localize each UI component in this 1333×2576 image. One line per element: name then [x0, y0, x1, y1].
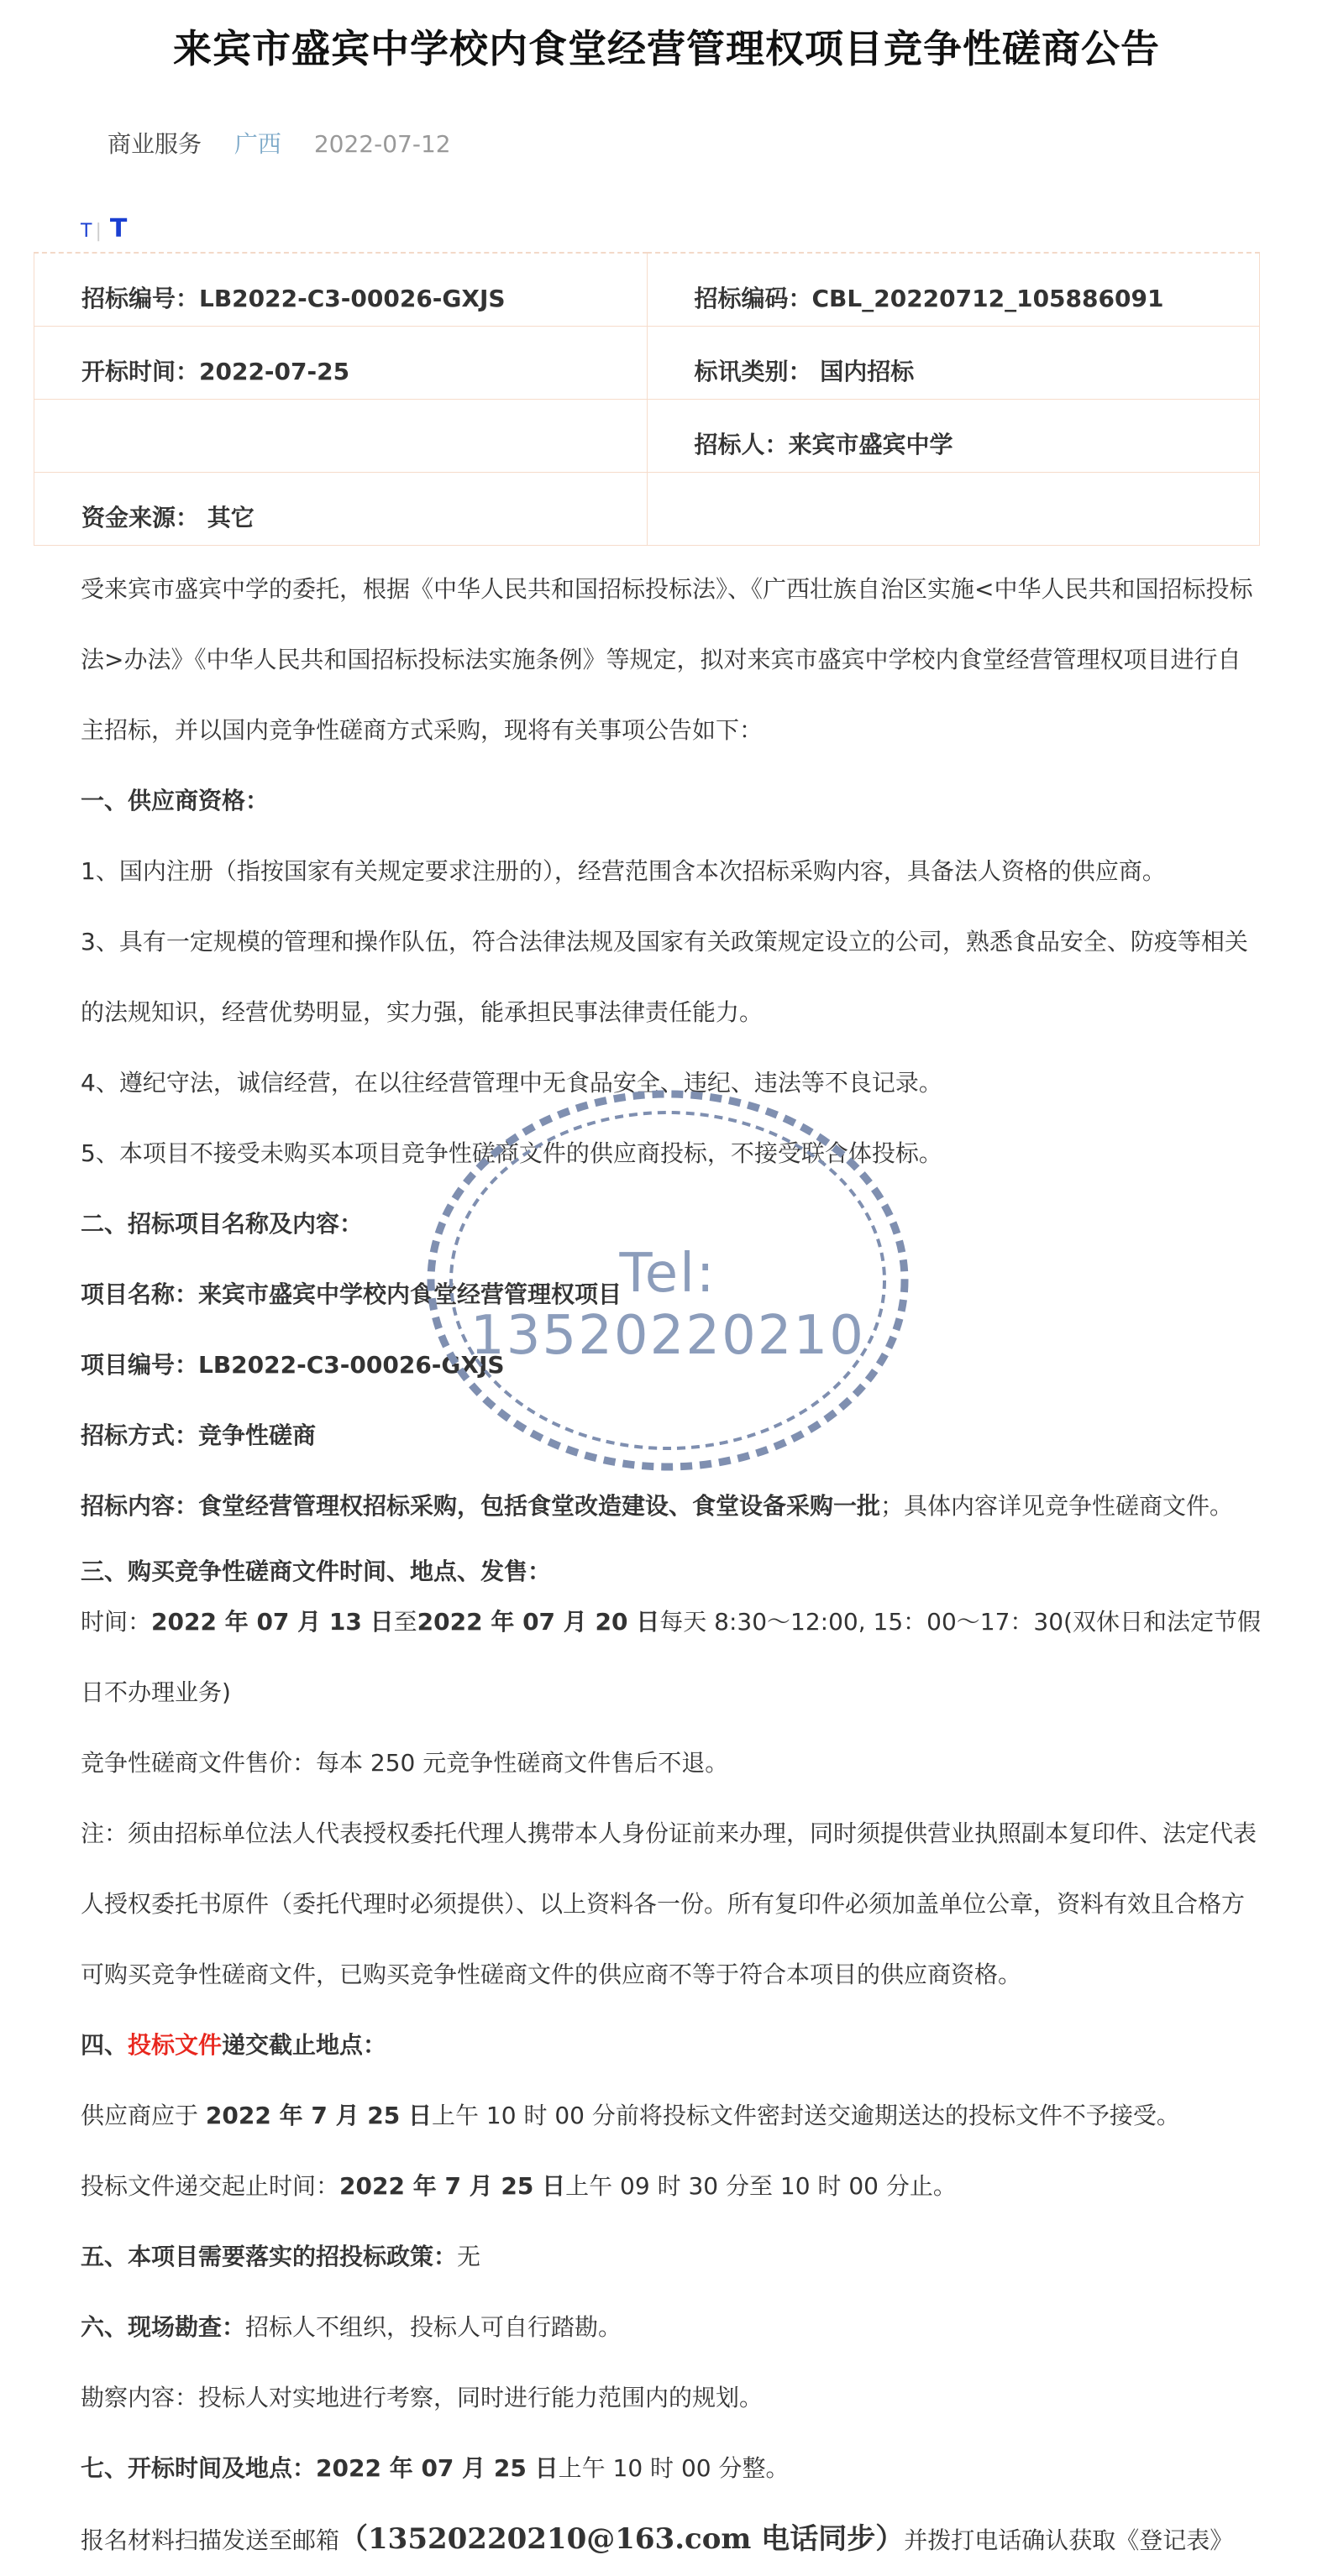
deadline-pre: 供应商应于 — [81, 2102, 206, 2129]
qualification-item: 4、遵纪守法，诚信经营，在以往经营管理中无食品安全、违纪、违法等不良记录。 — [81, 1069, 942, 1097]
section-4-highlight-link[interactable]: 投标文件 — [128, 2031, 223, 2059]
bid-content-main: 招标内容：食堂经营管理权招标采购，包括食堂改造建设、食堂设备采购一批 — [81, 1492, 881, 1520]
section-6-heading: 六、现场勘查： — [81, 2313, 246, 2341]
font-size-toggle — [81, 214, 127, 243]
sale-time-label: 时间： — [81, 1608, 152, 1636]
publish-date: 2022-07-12 — [313, 130, 451, 158]
info-table — [34, 252, 1260, 546]
contact-post: 并拨打电话确认获取《登记表》 — [904, 2526, 1234, 2554]
font-toggle-divider: | — [95, 221, 102, 242]
window-post: 上午 09 时 30 分至 10 时 00 分止。 — [565, 2172, 957, 2200]
section-5 — [81, 2222, 1261, 2292]
font-large-button[interactable]: T — [109, 214, 128, 243]
survey-detail: 勘察内容：投标人对实地进行考察，同时进行能力范围内的规划。 — [81, 2384, 764, 2411]
section-6 — [81, 2292, 1261, 2363]
sale-time — [81, 1587, 1261, 1728]
purchase-note: 注：须由招标单位法人代表授权委托代理人携带本人身份证前来办理，同时须提供营业执照副本复印件、法定代表人授权委托书原件（委托代理时必须提供）、以上资料各一份。所有复印件必须加盖单位公章，资料有效且合格方可购买竞争性磋商文件，已购买竞争性磋商文件的供应商不等于符合本项目的供应商资格。 — [81, 1819, 1257, 1988]
section-4-suffix: 递交截止地点： — [222, 2031, 387, 2059]
empty-cell — [647, 472, 1260, 545]
region-label[interactable]: 广西 — [234, 130, 281, 158]
deadline-post: 上午 10 时 00 分前将投标文件密封送交逾期送达的投标文件不予接受。 — [432, 2102, 1180, 2129]
stamp-phone-text: Tel: 13520220210 — [470, 1243, 865, 1367]
section-6-value: 招标人不组织，投标人可自行踏勘。 — [245, 2313, 622, 2341]
bid-content — [81, 1471, 1261, 1542]
fund-source: 资金来源： 其它 — [34, 472, 648, 545]
bid-method-label: 招标方式： — [81, 1422, 199, 1449]
category-label[interactable]: 商业服务 — [108, 130, 202, 158]
section-7 — [81, 2433, 1261, 2504]
section-5-heading: 五、本项目需要落实的招投标政策： — [81, 2243, 458, 2270]
bid-method-value: 竞争性磋商 — [198, 1422, 317, 1449]
bid-content-rest: ；具体内容详见竞争性磋商文件。 — [880, 1492, 1234, 1520]
contact-email-phone: （13520220210@163.com 电话同步） — [339, 2522, 905, 2556]
section-7-heading: 七、开标时间及地点： — [81, 2454, 317, 2482]
section-1-heading: 一、供应商资格： — [81, 787, 270, 814]
bid-type: 标讯类别： 国内招标 — [647, 326, 1260, 399]
announcement-body — [81, 554, 1261, 2576]
bid-number: 招标编号：LB2022-C3-00026-GXJS — [34, 253, 648, 326]
project-number: 项目编号：LB2022-C3-00026-GXJS — [81, 1351, 505, 1379]
sale-time-to: 至 — [393, 1608, 417, 1636]
section-2-heading: 二、招标项目名称及内容： — [81, 1210, 364, 1238]
sale-start-date: 2022 年 07 月 13 日 — [151, 1608, 394, 1636]
section-4-prefix: 四、 — [81, 2031, 129, 2059]
submission-deadline — [81, 2081, 1261, 2151]
page-title: 来宾市盛宾中学校内食堂经营管理权项目竞争性磋商公告 — [173, 26, 1160, 71]
tenderer: 招标人：来宾市盛宾中学 — [647, 399, 1260, 472]
meta-bar — [108, 126, 476, 160]
project-name: 项目名称：来宾市盛宾中学校内食堂经营管理权项目 — [81, 1280, 622, 1308]
section-3-heading: 三、购买竞争性磋商文件时间、地点、发售： — [81, 1558, 552, 1585]
section-7-rest: 上午 10 时 00 分整。 — [558, 2454, 790, 2482]
deadline-date: 2022 年 7 月 25 日 — [205, 2102, 433, 2129]
section-5-value: 无 — [457, 2243, 481, 2270]
intro-paragraph: 受来宾市盛宾中学的委托，根据《中华人民共和国招标投标法》、《广西壮族自治区实施<中华人民共和国招标投标法>办法》《中华人民共和国招标投标法实施条例》等规定，拟对来宾市盛宾中学校内食堂经营管理权项目进行自主招标，并以国内竞争性磋商方式采购，现将有关事项公告如下： — [81, 575, 1253, 744]
sale-end-date: 2022 年 07 月 20 日 — [417, 1608, 660, 1636]
contact-pre: 报名材料扫描发送至邮箱 — [81, 2526, 340, 2554]
section-4-heading — [81, 2010, 1261, 2081]
contact-line — [81, 2504, 1261, 2576]
section-7-date: 2022 年 07 月 25 日 — [316, 2454, 559, 2482]
submission-window — [81, 2151, 1261, 2222]
document-price: 竞争性磋商文件售价：每本 250 元竞争性磋商文件售后不退。 — [81, 1749, 729, 1777]
qualification-item: 1、国内注册（指按国家有关规定要求注册的），经营范围含本次招标采购内容，具备法人资格的供应商。 — [81, 857, 1166, 885]
window-date: 2022 年 7 月 25 日 — [339, 2172, 566, 2200]
bid-method — [81, 1401, 1261, 1471]
qualification-item: 3、具有一定规模的管理和操作队伍，符合法律法规及国家有关政策规定设立的公司，熟悉食品安全、防疫等相关的法规知识，经营优势明显，实力强，能承担民事法律责任能力。 — [81, 928, 1248, 1026]
qualification-item: 5、本项目不接受未购买本项目竞争性磋商文件的供应商投标，不接受联合体投标。 — [81, 1139, 942, 1167]
open-time: 开标时间：2022-07-25 — [34, 326, 648, 399]
font-small-button[interactable]: T — [81, 221, 92, 242]
empty-cell — [34, 399, 648, 472]
sale-hours: 每天 8:30～12:00, 15：00～17：30(双休日和法定节假日不办理业务) — [81, 1608, 1261, 1706]
bid-code: 招标编码：CBL_20220712_105886091 — [647, 253, 1260, 326]
window-pre: 投标文件递交起止时间： — [81, 2172, 340, 2200]
